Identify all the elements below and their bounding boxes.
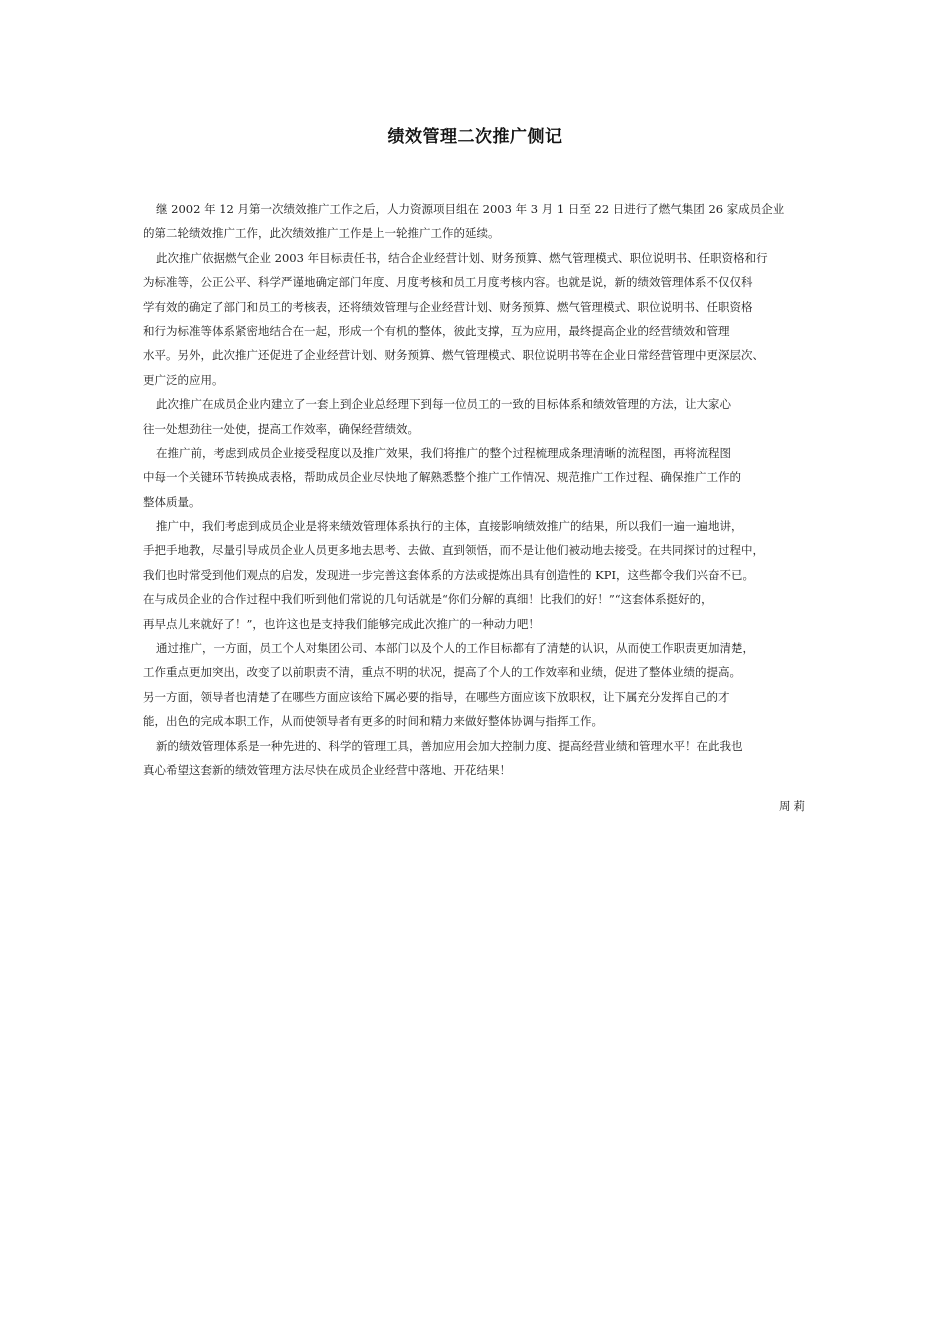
text-line: 我们也时常受到他们观点的启发，发现进一步完善这套体系的方法或提炼出具有创造性的 KPI，这些都令我们兴奋不已。	[143, 567, 755, 582]
text-line: 真心希望这套新的绩效管理方法尽快在成员企业经营中落地、开花结果！	[143, 762, 511, 777]
text-line: 手把手地教，尽量引导成员企业人员更多地去思考、去做、直到领悟，而不是让他们被动地去接受。在共同探讨的过程中，	[143, 543, 764, 558]
text-line: 此次推广在成员企业内建立了一套上到企业总经理下到每一位员工的一致的目标体系和绩效管理的方法，让大家心	[156, 397, 731, 412]
text-line: 中每一个关键环节转换成表格，帮助成员企业尽快地了解熟悉整个推广工作情况、规范推广工作过程、确保推广工作的	[143, 470, 741, 485]
text-line: 此次推广依据燃气企业 2003 年目标责任书，结合企业经营计划、财务预算、燃气管理模式、职位说明书、任职资格和行	[156, 250, 768, 265]
text-line: 往一处想劲往一处使，提高工作效率，确保经营绩效。	[143, 421, 419, 436]
text-line: 能，出色的完成本职工作，从而使领导者有更多的时间和精力来做好整体协调与指挥工作。	[143, 714, 603, 729]
text-line: 整体质量。	[143, 494, 201, 509]
text-line: 推广中，我们考虑到成员企业是将来绩效管理体系执行的主体，直接影响绩效推广的结果，所以我们一遍一遍地讲，	[156, 519, 743, 534]
text-line: 更广泛的应用。	[143, 372, 224, 387]
text-line: 继 2002 年 12 月第一次绩效推广工作之后，人力资源项目组在 2003 年 3 月 1 日至 22 日进行了燃气集团 26 家成员企业	[156, 202, 785, 216]
text-line: 在与成员企业的合作过程中我们听到他们常说的几句话就是“你们分解的真细！比我们的好！”“这套体系挺好的，	[143, 592, 713, 607]
text-line: 学有效的确定了部门和员工的考核表，还将绩效管理与企业经营计划、财务预算、燃气管理模式、职位说明书、任职资格	[143, 299, 753, 314]
text-line: 为标准等，公正公平、科学严谨地确定部门年度、月度考核和员工月度考核内容。也就是说，新的绩效管理体系不仅仅科	[143, 275, 753, 290]
text-line: 通过推广，一方面，员工个人对集团公司、本部门以及个人的工作目标都有了清楚的认识，从而使工作职责更加清楚，	[156, 641, 754, 656]
text-line: 新的绩效管理体系是一种先进的、科学的管理工具，善加应用会加大控制力度、提高经营业绩和管理水平！在此我也	[156, 738, 743, 753]
text-line: 的第二轮绩效推广工作，此次绩效推广工作是上一轮推广工作的延续。	[143, 226, 500, 241]
text-line: 和行为标准等体系紧密地结合在一起，形成一个有机的整体，彼此支撑，互为应用，最终提高企业的经营绩效和管理	[143, 323, 730, 338]
author-signature: 周莉	[779, 799, 808, 813]
text-line: 在推广前，考虑到成员企业接受程度以及推广效果，我们将推广的整个过程梳理成条理清晰的流程图，再将流程图	[156, 445, 731, 460]
text-line: 工作重点更加突出，改变了以前职责不清，重点不明的状况，提高了个人的工作效率和业绩，促进了整体业绩的提高。	[143, 665, 741, 680]
text-line: 另一方面，领导者也清楚了在哪些方面应该给下属必要的指导，在哪些方面应该下放职权，让下属充分发挥自己的才	[143, 689, 730, 704]
document-body	[143, 197, 813, 782]
document-title: 绩效管理二次推广侧记	[387, 127, 563, 147]
text-line: 再早点儿来就好了！”，也许这也是支持我们能够完成此次推广的一种动力吧！	[143, 616, 540, 631]
text-line: 水平。另外，此次推广还促进了企业经营计划、财务预算、燃气管理模式、职位说明书等在企业日常经营管理中更深层次、	[143, 348, 764, 363]
